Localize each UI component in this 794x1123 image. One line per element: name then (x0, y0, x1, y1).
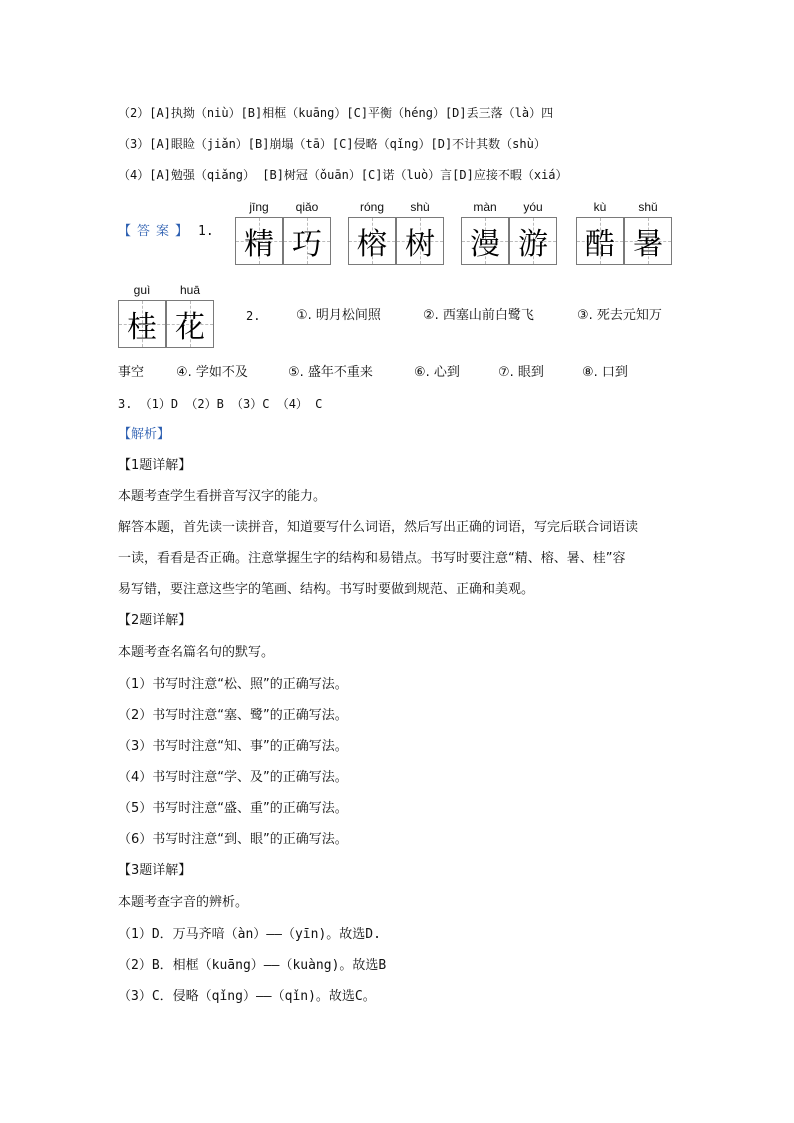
detail-3-line: （2）B．相框（kuāng）——（kuàng)。故选B (118, 958, 387, 973)
char-box (461, 217, 509, 265)
char-box (348, 217, 396, 265)
char: 漫 (470, 227, 500, 262)
q3-answers: 3. （1）D （2）B （3）C （4） C (118, 397, 323, 411)
q2-answer-2: ②. 西塞山前白鹭飞 (423, 308, 534, 323)
pinyin: guì (133, 283, 151, 297)
q2-answer-7: ⑦. 眼到 (498, 365, 544, 380)
question-2: （2）[A]执拗（niù）[B]相框（kuāng）[C]平衡（héng）[D]丢三落（là）四 (118, 106, 554, 120)
char-box (118, 300, 166, 348)
char: 花 (175, 310, 205, 345)
q2-answer-3-cont: 事空 (118, 365, 145, 380)
detail-2-line: （3）书写时注意“知、事”的正确写法。 (118, 739, 348, 754)
detail-2-line: （1）书写时注意“松、照”的正确写法。 (118, 677, 348, 692)
char-box (576, 217, 624, 265)
q2-answer-6: ⑥. 心到 (414, 365, 460, 380)
q2-answer-1: ①. 明月松间照 (296, 308, 381, 323)
pinyin: huā (179, 283, 201, 297)
pinyin: shǔ (638, 200, 658, 214)
detail-2-line: （6）书写时注意“到、眼”的正确写法。 (118, 832, 348, 847)
char: 榕 (357, 227, 387, 262)
pinyin: róng (359, 200, 385, 214)
answer-label (118, 220, 214, 239)
answer-number-1: 1. (198, 224, 214, 239)
char: 游 (518, 227, 548, 262)
detail-2-line: （2）书写时注意“塞、鹭”的正确写法。 (118, 708, 348, 723)
question-4: （4）[A]勉强（qiǎng） [B]树冠（ǒuān）[C]诺（luò）言[D]应接不暇（xiá） (118, 168, 568, 182)
detail-2-line: （4）书写时注意“学、及”的正确写法。 (118, 770, 348, 785)
char-box (283, 217, 331, 265)
char-box (624, 217, 672, 265)
char-box (509, 217, 557, 265)
detail-3-line: （3）C．侵略（qǐng）——（qǐn)。故选C。 (118, 989, 376, 1004)
q2-answer-3: ③. 死去元知万 (577, 308, 662, 323)
detail-3-line: （1）D．万马齐喑（àn）——（yīn)。故选D. (118, 927, 381, 942)
detail-3-line: 本题考查字音的辨析。 (118, 895, 249, 910)
q2-answer-4: ④. 学如不及 (176, 365, 248, 380)
detail-2-line: 本题考查名篇名句的默写。 (118, 645, 275, 660)
char-box (235, 217, 283, 265)
char: 桂 (127, 310, 157, 345)
char: 树 (405, 227, 435, 262)
detail-1-line: 本题考查学生看拼音写汉字的能力。 (118, 489, 327, 504)
char: 巧 (292, 227, 322, 262)
analysis-title: 【解析】 (118, 427, 171, 442)
answer-label-text: 【答案】 (118, 224, 195, 239)
char: 精 (244, 227, 274, 262)
detail-2-line: （5）书写时注意“盛、重”的正确写法。 (118, 801, 348, 816)
char: 酷 (585, 227, 615, 262)
char-box (166, 300, 214, 348)
char: 暑 (633, 227, 663, 262)
detail-1-line: 一读，看看是否正确。注意掌握生字的结构和易错点。书写时要注意“精、榕、暑、桂”容 (118, 551, 626, 566)
detail-2-title: 【2题详解】 (118, 613, 192, 628)
detail-3-title: 【3题详解】 (118, 863, 192, 878)
question-3: （3）[A]眼睑（jiǎn）[B]崩塌（tā）[C]侵略（qǐng）[D]不计其数（shù） (118, 137, 546, 151)
pinyin: yóu (523, 200, 543, 214)
pinyin: shù (410, 200, 430, 214)
q2-answer-5: ⑤. 盛年不重来 (288, 365, 373, 380)
detail-1-line: 解答本题，首先读一读拼音，知道要写什么词语，然后写出正确的词语，写完后联合词语读 (118, 520, 639, 535)
char-box (396, 217, 444, 265)
pinyin: jīng (249, 200, 269, 214)
q2-answer-8: ⑧. 口到 (582, 365, 628, 380)
pinyin: màn (473, 200, 497, 214)
detail-1-line: 易写错，要注意这些字的笔画、结构。书写时要做到规范、正确和美观。 (118, 582, 535, 597)
pinyin: qiǎo (295, 200, 319, 214)
pinyin: kù (593, 200, 607, 214)
detail-1-title: 【1题详解】 (118, 458, 192, 473)
answer-number-2: 2. (246, 309, 261, 323)
